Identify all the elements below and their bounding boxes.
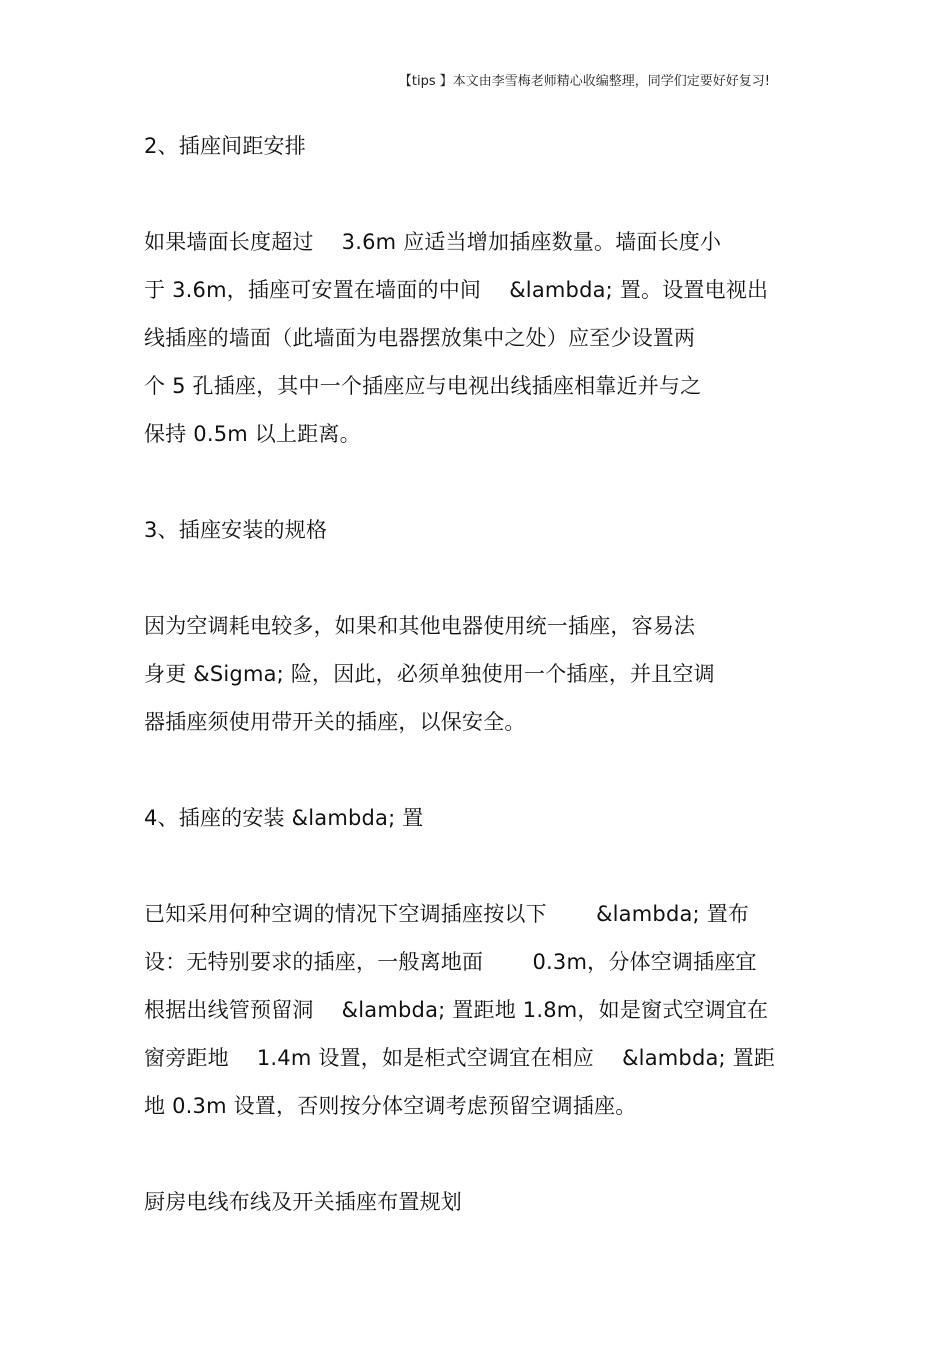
section-4-heading: 4、插座的安装 &lambda; 置 — [144, 806, 424, 830]
section-2-heading: 2、插座间距安排 — [144, 134, 306, 158]
section-3-heading: 3、插座安装的规格 — [144, 518, 328, 542]
paragraph-1-line-4: 个 5 孔插座，其中一个插座应与电视出线插座相靠近并与之 — [144, 374, 702, 398]
paragraph-1-line-2: 于 3.6m，插座可安置在墙面的中间 &lambda; 置。设置电视出 — [144, 278, 769, 302]
kitchen-heading: 厨房电线布线及开关插座布置规划 — [144, 1190, 462, 1214]
paragraph-1-line-1: 如果墙面长度超过 3.6m 应适当增加插座数量。墙面长度小 — [144, 230, 722, 254]
paragraph-2-line-1: 因为空调耗电较多，如果和其他电器使用统一插座，容易法 — [144, 614, 696, 638]
paragraph-1-line-3: 线插座的墙面（此墙面为电器摆放集中之处）应至少设置两 — [144, 326, 696, 350]
paragraph-3-line-5: 地 0.3m 设置，否则按分体空调考虑预留空调插座。 — [144, 1094, 637, 1118]
paragraph-1-line-5: 保持 0.5m 以上距离。 — [144, 422, 361, 446]
paragraph-3-line-1: 已知采用何种空调的情况下空调插座按以下 &lambda; 置布 — [144, 902, 750, 926]
paragraph-3-line-4: 窗旁距地 1.4m 设置，如是柜式空调宜在相应 &lambda; 置距 — [144, 1046, 776, 1070]
header-tip: 【tips 】本文由李雪梅老师精心收编整理，同学们定要好好复习! — [398, 74, 770, 89]
paragraph-2-line-2: 身更 &Sigma; 险，因此，必须单独使用一个插座，并且空调 — [144, 662, 715, 686]
paragraph-3-line-2: 设：无特别要求的插座，一般离地面 0.3m，分体空调插座宜 — [144, 950, 757, 974]
paragraph-3-line-3: 根据出线管预留洞 &lambda; 置距地 1.8m，如是窗式空调宜在 — [144, 998, 769, 1022]
paragraph-2-line-3: 器插座须使用带开关的插座，以保安全。 — [144, 710, 526, 734]
